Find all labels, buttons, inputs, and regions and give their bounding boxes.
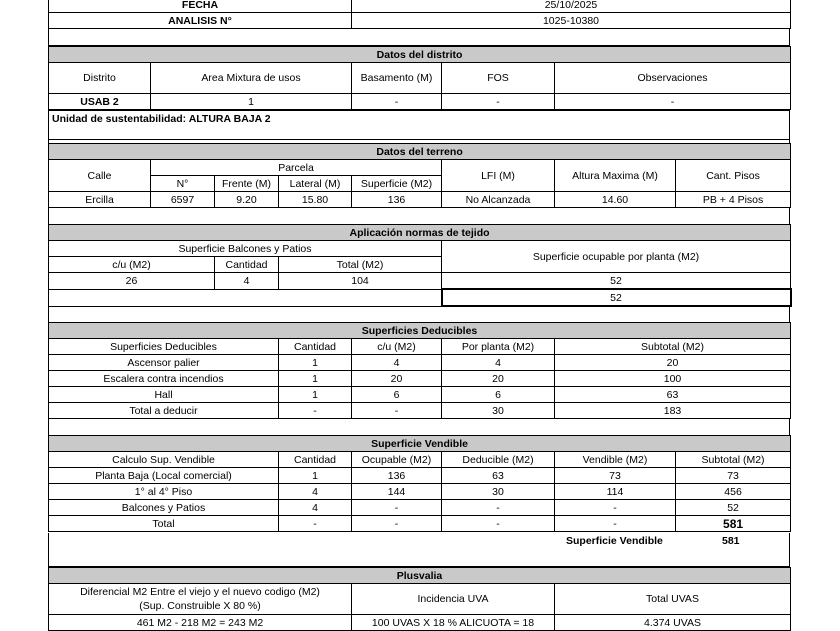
analisis-label: ANALISIS N° xyxy=(49,13,352,29)
tejido-subheader: Cantidad xyxy=(215,257,279,273)
vendible-header: Vendible (M2) xyxy=(555,452,676,468)
distrito-header: Observaciones xyxy=(555,63,791,94)
tejido-value: 26 xyxy=(49,273,215,290)
cell: 63 xyxy=(555,387,791,403)
tejido-title: Aplicación normas de tejido xyxy=(49,225,791,241)
distrito-value: USAB 2 xyxy=(49,94,151,110)
table-row xyxy=(49,387,791,403)
cell: 581 xyxy=(676,516,791,532)
distrito-value: 1 xyxy=(151,94,352,110)
spacer xyxy=(48,208,790,224)
vendible-header: Calculo Sup. Vendible xyxy=(49,452,279,468)
vendible-summary-value: 581 xyxy=(722,535,740,547)
cell: 1 xyxy=(279,371,352,387)
altura-header: Altura Maxima (M) xyxy=(555,160,676,192)
cell: 73 xyxy=(676,468,791,484)
vendible-title: Superficie Vendible xyxy=(49,436,791,452)
analisis-value: 1025-10380 xyxy=(352,13,791,29)
distrito-value: - xyxy=(442,94,555,110)
plusvalia-header-line: Diferencial M2 Entre el viejo y el nuevo codigo (M2) xyxy=(80,586,320,598)
cell: - xyxy=(352,500,442,516)
header-section xyxy=(48,0,790,29)
cell: 1° al 4° Piso xyxy=(49,484,279,500)
cell: 1 xyxy=(279,468,352,484)
cell: 1 xyxy=(279,355,352,371)
table-row xyxy=(49,371,791,387)
cell: - xyxy=(352,403,442,419)
terreno-value: 136 xyxy=(352,192,442,208)
tejido-subheader: Total (M2) xyxy=(279,257,442,273)
cell: 20 xyxy=(352,371,442,387)
terreno-value: 15.80 xyxy=(279,192,352,208)
parcela-subheader: Frente (M) xyxy=(215,176,279,192)
distrito-header: FOS xyxy=(442,63,555,94)
tejido-subheader: c/u (M2) xyxy=(49,257,215,273)
plusvalia-section xyxy=(48,567,790,631)
terreno-title: Datos del terreno xyxy=(49,144,791,160)
table-row xyxy=(49,403,791,419)
distrito-header: Basamento (M) xyxy=(352,63,442,94)
cell: 20 xyxy=(442,371,555,387)
plusvalia-header xyxy=(49,584,352,615)
cell: 456 xyxy=(676,484,791,500)
pisos-header: Cant. Pisos xyxy=(676,160,791,192)
parcela-subheader: N° xyxy=(151,176,215,192)
terreno-value: PB + 4 Pisos xyxy=(676,192,791,208)
terreno-section xyxy=(48,143,790,208)
table-row xyxy=(49,468,791,484)
cell: 4 xyxy=(279,500,352,516)
distrito-value: - xyxy=(555,94,791,110)
distrito-header: Area Mixtura de usos xyxy=(151,63,352,94)
terreno-value: No Alcanzada xyxy=(442,192,555,208)
cell: 144 xyxy=(352,484,442,500)
cell: 52 xyxy=(676,500,791,516)
distrito-title: Datos del distrito xyxy=(49,47,791,63)
deducibles-header: Subtotal (M2) xyxy=(555,339,791,355)
cell: Total a deducir xyxy=(49,403,279,419)
cell: Balcones y Patios xyxy=(49,500,279,516)
cell: Planta Baja (Local comercial) xyxy=(49,468,279,484)
plusvalia-value: 4.374 UVAS xyxy=(555,615,791,631)
tejido-value: 104 xyxy=(279,273,442,290)
terreno-value: Ercilla xyxy=(49,192,151,208)
deducibles-header: Por planta (M2) xyxy=(442,339,555,355)
cell: Escalera contra incendios xyxy=(49,371,279,387)
deducibles-header: Superficies Deducibles xyxy=(49,339,279,355)
cell: Ascensor palier xyxy=(49,355,279,371)
distrito-value: - xyxy=(352,94,442,110)
ocupable-value: 52 xyxy=(442,289,791,306)
cell: 6 xyxy=(442,387,555,403)
spacer xyxy=(48,418,790,435)
plusvalia-value: 100 UVAS X 18 % ALICUOTA = 18 xyxy=(352,615,555,631)
cell: 4 xyxy=(442,355,555,371)
deducibles-header: c/u (M2) xyxy=(352,339,442,355)
cell: 4 xyxy=(352,355,442,371)
distrito-section xyxy=(48,46,790,110)
spacer xyxy=(48,306,790,322)
cell: 183 xyxy=(555,403,791,419)
terreno-value: 6597 xyxy=(151,192,215,208)
ocupable-value: 52 xyxy=(442,273,791,290)
sustentabilidad-note: Unidad de sustentabilidad: ALTURA BAJA 2 xyxy=(48,110,790,140)
cell: - xyxy=(352,516,442,532)
spacer xyxy=(48,28,790,46)
cell: - xyxy=(442,500,555,516)
plusvalia-title: Plusvalia xyxy=(49,568,791,584)
terreno-value: 14.60 xyxy=(555,192,676,208)
ocupable-header: Superficie ocupable por planta (M2) xyxy=(442,241,791,273)
plusvalia-value: 461 M2 - 218 M2 = 243 M2 xyxy=(49,615,352,631)
cell: - xyxy=(442,516,555,532)
plusvalia-header: Total UVAS xyxy=(555,584,791,615)
cell: 73 xyxy=(555,468,676,484)
fecha-value: 25/10/2025 xyxy=(352,0,791,13)
fecha-label: FECHA xyxy=(49,0,352,13)
cell: 30 xyxy=(442,403,555,419)
cell: 100 xyxy=(555,371,791,387)
cell: - xyxy=(279,403,352,419)
lfi-header: LFI (M) xyxy=(442,160,555,192)
table-row xyxy=(49,500,791,516)
table-row xyxy=(49,516,791,532)
table-row xyxy=(49,484,791,500)
table-row xyxy=(49,355,791,371)
cell: - xyxy=(555,516,676,532)
deducibles-title: Superficies Deducibles xyxy=(49,323,791,339)
cell: 136 xyxy=(352,468,442,484)
cell: 114 xyxy=(555,484,676,500)
vendible-header: Ocupable (M2) xyxy=(352,452,442,468)
cell: 30 xyxy=(442,484,555,500)
vendible-header: Cantidad xyxy=(279,452,352,468)
distrito-header: Distrito xyxy=(49,63,151,94)
parcela-subheader: Superficie (M2) xyxy=(352,176,442,192)
plusvalia-header: Incidencia UVA xyxy=(352,584,555,615)
vendible-header: Deducible (M2) xyxy=(442,452,555,468)
deducibles-header: Cantidad xyxy=(279,339,352,355)
deducibles-section xyxy=(48,322,790,419)
cell: 63 xyxy=(442,468,555,484)
calle-header: Calle xyxy=(49,160,151,192)
vendible-section xyxy=(48,435,790,532)
cell: - xyxy=(555,500,676,516)
cell: Hall xyxy=(49,387,279,403)
cell: 20 xyxy=(555,355,791,371)
parcela-subheader: Lateral (M) xyxy=(279,176,352,192)
parcela-header: Parcela xyxy=(151,160,442,176)
cell: 1 xyxy=(279,387,352,403)
vendible-summary-label: Superficie Vendible xyxy=(566,535,663,547)
terreno-value: 9.20 xyxy=(215,192,279,208)
report-sheet xyxy=(48,0,790,630)
empty-cell xyxy=(49,289,442,306)
cell: Total xyxy=(49,516,279,532)
cell: 6 xyxy=(352,387,442,403)
vendible-header: Subtotal (M2) xyxy=(676,452,791,468)
cell: - xyxy=(279,516,352,532)
vendible-summary xyxy=(48,533,790,567)
cell: 4 xyxy=(279,484,352,500)
plusvalia-header-line: (Sup. Construible X 80 %) xyxy=(139,600,261,612)
tejido-section xyxy=(48,224,790,307)
tejido-value: 4 xyxy=(215,273,279,290)
balcones-header: Superficie Balcones y Patios xyxy=(49,241,442,257)
